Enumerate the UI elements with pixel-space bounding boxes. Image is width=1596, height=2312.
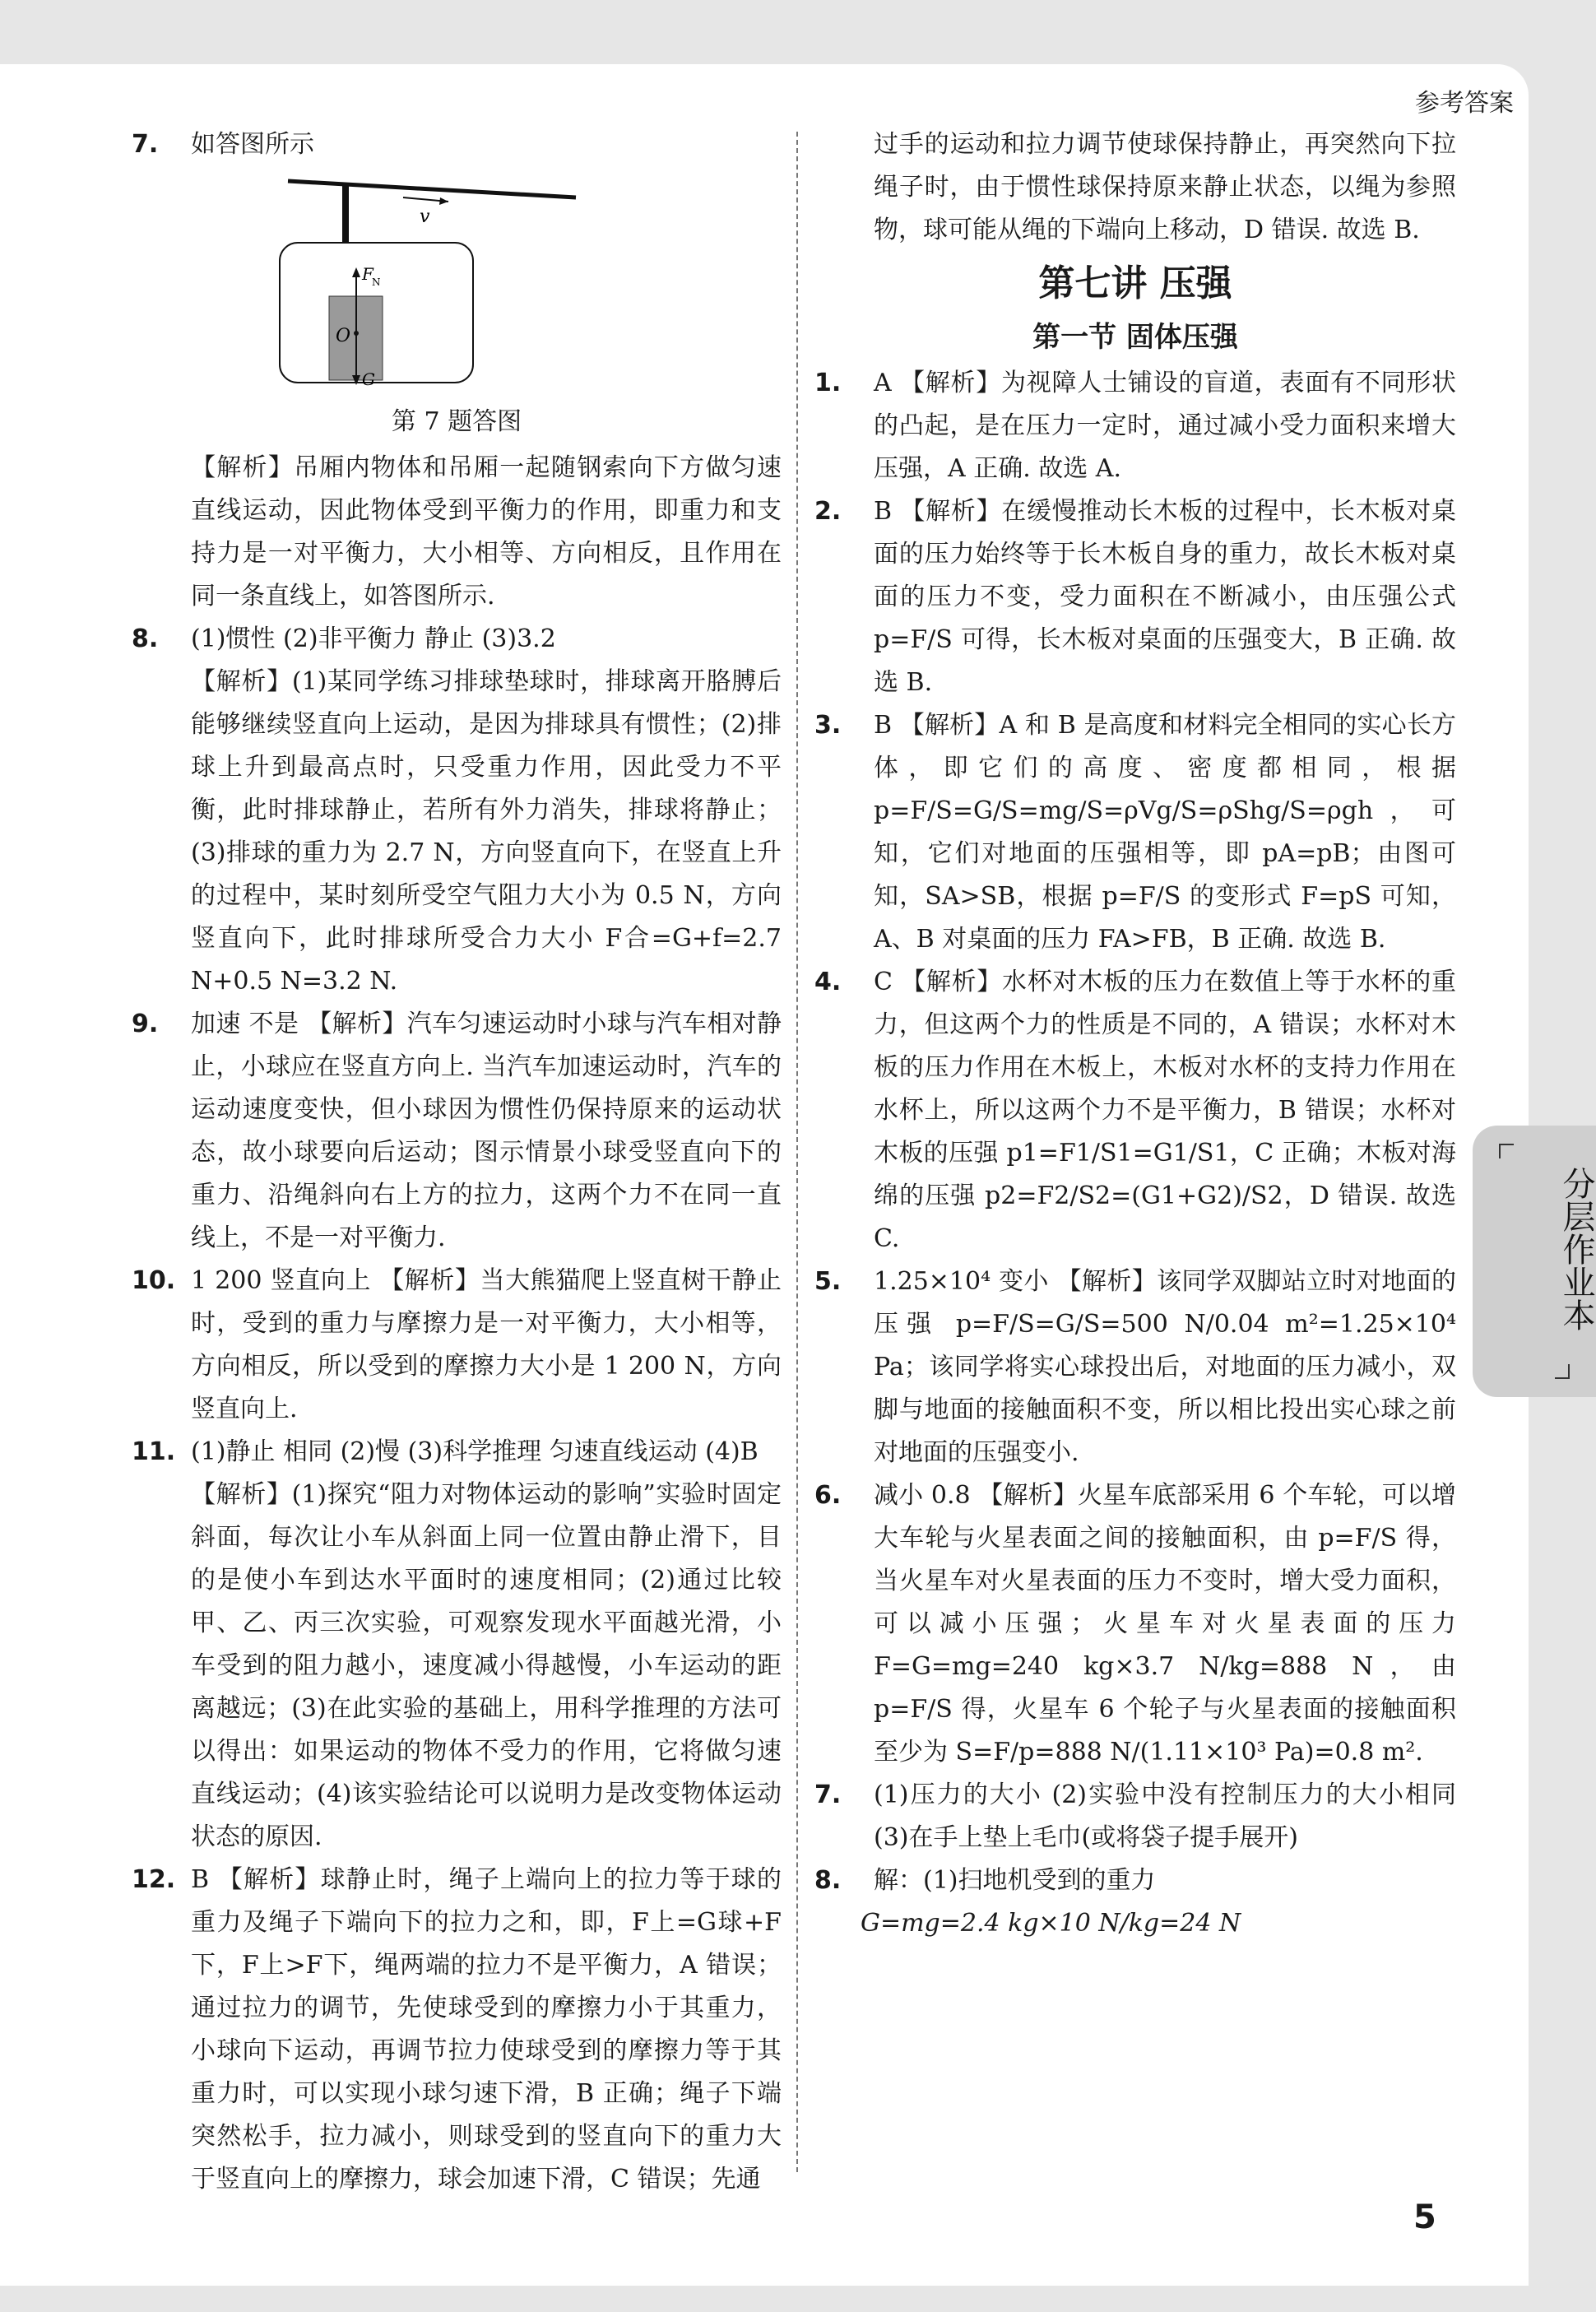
right-q6	[814, 1474, 1456, 1774]
page-number: 5	[1413, 2198, 1436, 2236]
question-number: 9.	[132, 1010, 159, 1038]
q7-explanation: 【解析】吊厢内物体和吊厢一起随钢索向下方做匀速直线运动，因此物体受到平衡力的作用，即重力和支持力是一对平衡力，大小相等、方向相反，且作用在同一条直线上，如答图所示.	[191, 453, 782, 610]
question-number: 7.	[132, 130, 159, 159]
q12-text: B 【解析】球静止时，绳子上端向上的拉力等于球的重力及绳子下端向下的拉力之和，即，F上=G球+F下，F上>F下，绳两端的拉力不是平衡力，A 错误；通过拉力的调节，先使球受到的摩擦力小于其重力，小球向下运动，再调节拉力使球受到的摩擦力等于其重力时，可以实现小球匀速下滑，B 正确；绳子下端突然松手，拉力减小，则球受到的竖直向下的重力大于竖直向上的摩擦力，球会加速下滑，C 错误；先通	[191, 1865, 782, 2194]
left-q8	[132, 618, 782, 1003]
right-continuation	[814, 123, 1456, 252]
question-number: 11.	[132, 1437, 176, 1466]
q10-text: 1 200 竖直向上 【解析】当大熊猫爬上竖直树干静止时，受到的重力与摩擦力是一对平衡力，大小相等，方向相反，所以受到的摩擦力大小是 1 200 N，方向竖直向上.	[191, 1266, 782, 1423]
question-number: 7.	[814, 1780, 842, 1809]
q9-text: 加速 不是 【解析】汽车匀速运动时小球与汽车相对静止，小球应在竖直方向上. 当汽车加速运动时，汽车的运动速度变快，但小球因为惯性仍保持原来的运动状态，故小球要向后运动；图示情景小球受竖直向下的重力、沿绳斜向右上方的拉力，这两个力不在同一直线上，不是一对平衡力.	[191, 1010, 782, 1252]
left-q10	[132, 1260, 782, 1431]
question-number: 12.	[132, 1865, 176, 1894]
question-number: 6.	[814, 1481, 842, 1510]
fn-subscript: N	[372, 276, 381, 288]
question-number: 8.	[132, 624, 159, 653]
question-number: 10.	[132, 1266, 176, 1295]
left-q7-explanation	[132, 447, 782, 618]
right-q3	[814, 704, 1456, 961]
o-label: O	[336, 326, 351, 346]
section-title: 第一节 固体压强	[1032, 321, 1238, 354]
q6-text: 减小 0.8 【解析】火星车底部采用 6 个车轮，可以增大车轮与火星表面之间的接触面积，由 p=F/S 得，当火星车对火星表面的压力不变时，增大受力面积，可以减小压强；火星车对火星表面的压力 F=G=mg=240 kg×3.7 N/kg=888 N，由 p=F/S 得，火星车 6 个轮子与火星表面的接触面积至少为 S=F/p=888 N/(1.11×10³ Pa)=0.8 m².	[874, 1481, 1456, 1766]
question-number: 3.	[814, 711, 842, 740]
right-q1	[814, 362, 1456, 490]
tab-corner-mark	[1555, 1364, 1570, 1379]
q5-text: 1.25×10⁴ 变小 【解析】该同学双脚站立时对地面的压强 p=F/S=G/S=500 N/0.04 m²=1.25×10⁴ Pa；该同学将实心球投出后，对地面的压力减小，双脚与地面的接触面积不变，所以相比投出实心球之前对地面的压强变小.	[874, 1267, 1456, 1467]
right-q5	[814, 1260, 1456, 1474]
q8-formula: G=mg=2.4 kg×10 N/kg=24 N	[861, 1909, 1241, 1938]
q2-text: B 【解析】在缓慢推动长木板的过程中，长木板对桌面的压力始终等于长木板自身的重力，故长木板对桌面的压力不变，受力面积在不断减小，由压强公式 p=F/S 可得，长木板对桌面的压强变大，B 正确. 故选 B.	[874, 497, 1456, 697]
lecture-title: 第七讲 压强	[1038, 262, 1232, 304]
left-q9	[132, 1003, 782, 1260]
normal-force-arrowhead	[352, 267, 360, 277]
q8-text: 解：(1)扫地机受到的重力	[874, 1866, 1156, 1895]
tab-corner-mark	[1499, 1144, 1514, 1158]
q8-answer: (1)惯性 (2)非平衡力 静止 (3)3.2	[191, 624, 556, 653]
left-column	[132, 123, 782, 2201]
q8-explanation: 【解析】(1)某同学练习排球垫球时，排球离开胳膊后能够继续竖直向上运动，是因为排球具有惯性；(2)排球上升到最高点时，只受重力作用，因此受力不平衡，此时排球静止，若所有外力消失，排球将静止；(3)排球的重力为 2.7 N，方向竖直向下，在竖直上升的过程中，某时刻所受空气阻力大小为 0.5 N，方向竖直向下，此时排球所受合力大小 F合=G+f=2.7 N+0.5 N=3.2 N.	[191, 667, 782, 996]
question-number: 2.	[814, 497, 842, 526]
figure-7-caption: 第 7 题答图	[391, 407, 522, 436]
cable-line	[288, 181, 576, 197]
q7-text: (1)压力的大小 (2)实验中没有控制压力的大小相同 (3)在手上垫上毛巾(或将袋子提手展开)	[874, 1780, 1456, 1852]
figure-7	[263, 173, 782, 401]
velocity-arrowhead	[439, 197, 448, 205]
q4-text: C 【解析】水杯对木板的压力在数值上等于水杯的重力，但这两个力的性质是不同的，A 错误；水杯对木板的压力作用在木板上，木板对水杯的支持力作用在水杯上，所以这两个力不是平衡力，B 错误；水杯对木板的压强 p1=F1/S1=G1/S1，C 正确；木板对海绵的压强 p2=F2/S2=(G1+G2)/S2，D 错误. 故选 C.	[874, 968, 1456, 1253]
g-label: G	[362, 369, 375, 387]
side-tab[interactable]	[1473, 1126, 1596, 1397]
question-number: 4.	[814, 968, 842, 996]
question-number: 1.	[814, 369, 842, 397]
q11-explanation: 【解析】(1)探究“阻力对物体运动的影响”实验时固定斜面，每次让小车从斜面上同一位置由静止滑下，目的是使小车到达水平面时的速度相同；(2)通过比较甲、乙、丙三次实验，可观察发现水平面越光滑，小车受到的阻力越小，速度减小得越慢，小车运动的距离越远；(3)在此实验的基础上，用科学推理的方法可以得出：如果运动的物体不受力的作用，它将做匀速直线运动；(4)该实验结论可以说明力是改变物体运动状态的原因.	[191, 1480, 782, 1851]
right-q8	[814, 1859, 1456, 1945]
header-title: 参考答案	[1415, 89, 1514, 118]
velocity-label: v	[420, 207, 430, 227]
left-q11	[132, 1431, 782, 1859]
right-q4	[814, 961, 1456, 1260]
q7-head: 如答图所示	[191, 130, 314, 159]
fn-label: F	[362, 264, 373, 284]
q1-text: A 【解析】为视障人士铺设的盲道，表面有不同形状的凸起，是在压力一定时，通过减小受力面积来增大压强，A 正确. 故选 A.	[874, 369, 1456, 483]
question-number: 5.	[814, 1267, 842, 1296]
right-q7	[814, 1774, 1456, 1859]
q11-answer: (1)静止 相同 (2)慢 (3)科学推理 匀速直线运动 (4)B	[191, 1437, 759, 1466]
column-divider	[796, 132, 798, 2172]
left-q12	[132, 1859, 782, 2201]
right-column	[814, 123, 1456, 1945]
side-tab-label: 分层作业本	[1557, 1167, 1595, 1331]
q12-continuation: 过手的运动和拉力调节使球保持静止，再突然向下拉绳子时，由于惯性球保持原来静止状态，以绳为参照物，球可能从绳的下端向上移动，D 错误. 故选 B.	[874, 130, 1456, 244]
right-q2	[814, 490, 1456, 704]
q3-text: B 【解析】A 和 B 是高度和材料完全相同的实心长方体，即它们的高度、密度都相同，根据 p=F/S=G/S=mg/S=ρVg/S=ρShg/S=ρgh，可知，它们对地面的压强相等，即 pA=pB；由图可知，SA>SB，根据 p=F/S 的变形式 F=pS 可知，A、B 对桌面的压力 FA>FB，B 正确. 故选 B.	[874, 711, 1456, 954]
figure-7-diagram	[263, 173, 642, 387]
question-number: 8.	[814, 1866, 842, 1895]
left-q7	[132, 123, 782, 166]
